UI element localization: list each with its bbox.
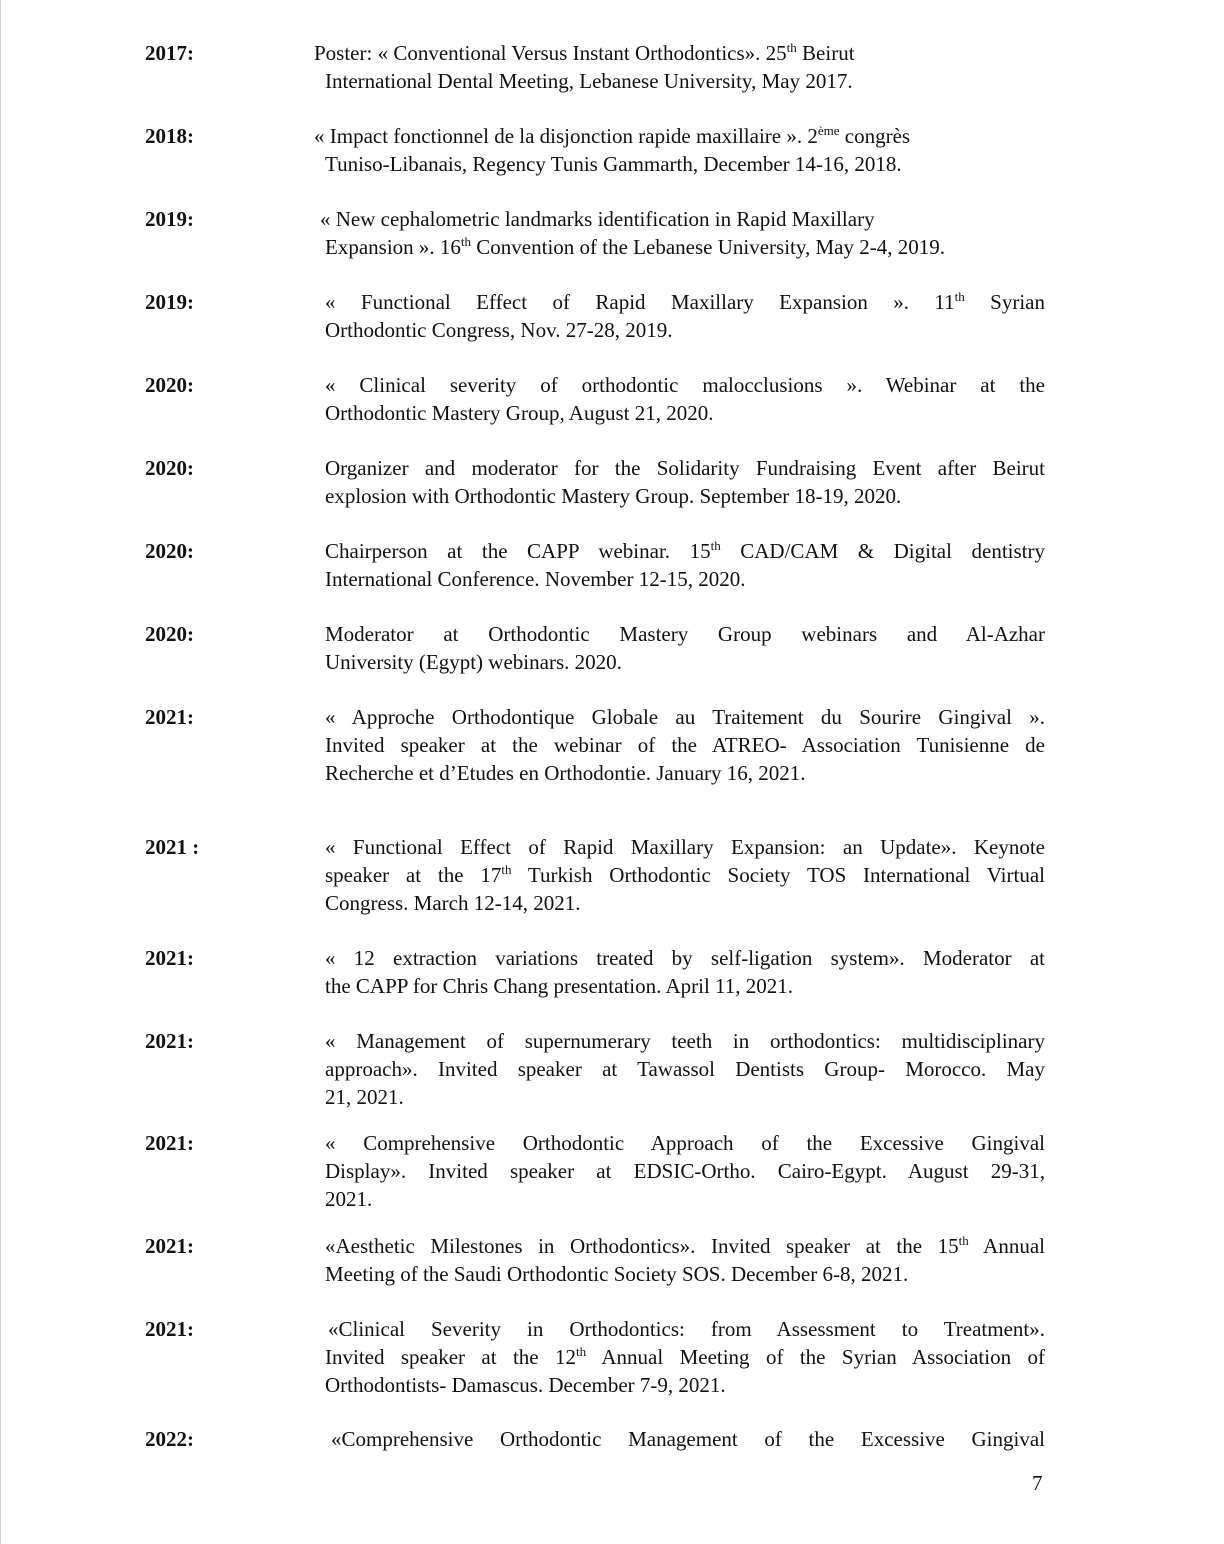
ordinal-superscript: th: [958, 1233, 969, 1248]
entry-line-text-continued: congrès: [839, 124, 911, 148]
entry-year: 2021:: [145, 1131, 194, 1155]
entry-line: [325, 1055, 1045, 1083]
entry-line-text: «Comprehensive Orthodontic Management of the Excessive Gingival: [331, 1427, 1045, 1451]
entry-line-text-continued: Annual Meeting of the Syrian Association of: [586, 1345, 1045, 1369]
entry-line-text: «Clinical Severity in Orthodontics: from Assessment to Treatment».: [328, 1317, 1045, 1341]
entry-description: [325, 703, 1045, 787]
entry-line-text: International Conference. November 12-15, 2020.: [325, 567, 746, 591]
entry-line: [325, 1083, 1045, 1111]
entry-line: [325, 972, 1045, 1000]
entry-line-text: Orthodontic Mastery Group, August 21, 2020.: [325, 401, 714, 425]
entry-line-text: Meeting of the Saudi Orthodontic Society SOS. December 6-8, 2021.: [325, 1262, 909, 1286]
entry-line-text: Invited speaker at the 12: [325, 1345, 576, 1369]
entry-line-text: Organizer and moderator for the Solidarity Fundraising Event after Beirut: [325, 456, 1045, 480]
entry-line-text: « Management of supernumerary teeth in orthodontics: multidisciplinary: [325, 1029, 1045, 1053]
entry-line-text: Expansion ». 16: [325, 235, 461, 259]
entry-description: [325, 1027, 1045, 1111]
entry-line-text: « New cephalometric landmarks identification in Rapid Maxillary: [320, 207, 875, 231]
entry-year: 2020:: [145, 539, 194, 563]
entry-description: [325, 288, 1045, 344]
entry-line-text: Congress. March 12-14, 2021.: [325, 891, 581, 915]
entry-line-text: International Dental Meeting, Lebanese University, May 2017.: [325, 69, 853, 93]
entry-line: [325, 537, 1045, 565]
entry-line: [325, 620, 1045, 648]
entry-line-text: « Functional Effect of Rapid Maxillary Expansion ». 11: [325, 290, 955, 314]
entry-line: [325, 944, 1045, 972]
entry-line: [325, 1232, 1045, 1260]
entry-description: [320, 205, 1045, 261]
entry-line-text: Tuniso-Libanais, Regency Tunis Gammarth, December 14-16, 2018.: [325, 152, 902, 176]
entry-year: 2020:: [145, 622, 194, 646]
entry-line-text: approach». Invited speaker at Tawassol Dentists Group- Morocco. May: [325, 1057, 1045, 1081]
ordinal-superscript: th: [501, 862, 512, 877]
entry-line-text: University (Egypt) webinars. 2020.: [325, 650, 622, 674]
entry-line: [325, 731, 1045, 759]
ordinal-superscript: th: [460, 234, 472, 249]
entry-line-text-continued: Syrian: [964, 290, 1045, 314]
entry-line-text: explosion with Orthodontic Mastery Group. September 18-19, 2020.: [325, 484, 902, 508]
entry-line: [325, 399, 1045, 427]
entry-line: [325, 150, 1045, 178]
entry-line: [320, 205, 1045, 233]
entry-line-text-continued: Convention of the Lebanese University, May 2-4, 2019.: [471, 235, 945, 259]
entry-line-text: « Clinical severity of orthodontic malocclusions ». Webinar at the: [325, 373, 1045, 397]
entry-line: [328, 1315, 1045, 1343]
entry-line-text-continued: Beirut: [796, 41, 855, 65]
entry-year: 2022:: [145, 1427, 194, 1451]
entry-line: [325, 565, 1045, 593]
entry-description: [325, 833, 1045, 917]
entry-description: [325, 537, 1045, 593]
entry-line: [325, 1371, 1045, 1399]
entry-line-text: 21, 2021.: [325, 1085, 404, 1109]
entry-line: [325, 1185, 1045, 1213]
entry-line-text: Chairperson at the CAPP webinar. 15: [325, 539, 711, 563]
entry-description: [314, 122, 1045, 178]
entry-line-text: Invited speaker at the webinar of the ATREO- Association Tunisienne de: [325, 733, 1045, 757]
entry-line: [325, 316, 1045, 344]
entry-line: [325, 889, 1045, 917]
entry-line: [314, 39, 1045, 67]
entry-line: [325, 371, 1045, 399]
entry-line-text-continued: CAD/CAM & Digital dentistry: [720, 539, 1045, 563]
entry-line-text: speaker at the 17: [325, 863, 502, 887]
entry-year: 2020:: [145, 373, 194, 397]
entry-line-text: « Comprehensive Orthodontic Approach of the Excessive Gingival: [325, 1131, 1045, 1155]
entry-year: 2021:: [145, 1317, 194, 1341]
entry-line: [314, 122, 1045, 150]
entry-line: [325, 454, 1045, 482]
entry-description: [325, 454, 1045, 510]
entry-line: [325, 1343, 1045, 1371]
entry-line-text: «Aesthetic Milestones in Orthodontics». Invited speaker at the 15: [325, 1234, 959, 1258]
entry-line: [325, 67, 1045, 95]
entry-line: [325, 759, 1045, 787]
entry-description: [325, 371, 1045, 427]
entry-description: [325, 1129, 1045, 1213]
entry-line: [325, 1260, 1045, 1288]
entry-year: 2018:: [145, 124, 194, 148]
entry-line-text: Display». Invited speaker at EDSIC-Ortho. Cairo-Egypt. August 29-31,: [325, 1159, 1045, 1183]
entry-line: [325, 1027, 1045, 1055]
entry-line: [325, 861, 1045, 889]
entry-description: [325, 1232, 1045, 1288]
entry-line-text: Recherche et d’Etudes en Orthodontie. January 16, 2021.: [325, 761, 806, 785]
entry-line: [325, 1129, 1045, 1157]
entry-line-text: Orthodontists- Damascus. December 7-9, 2021.: [325, 1373, 726, 1397]
entry-line: [325, 1157, 1045, 1185]
entry-line-text: « Functional Effect of Rapid Maxillary Expansion: an Update». Keynote: [325, 835, 1045, 859]
entry-description: [325, 1315, 1045, 1399]
entry-line-text: Moderator at Orthodontic Mastery Group webinars and Al-Azhar: [325, 622, 1045, 646]
entry-year: 2020:: [145, 456, 194, 480]
entry-year: 2019:: [145, 290, 194, 314]
ordinal-superscript: ème: [817, 123, 840, 138]
entry-line: [325, 288, 1045, 316]
entry-year: 2021 :: [145, 835, 200, 859]
entry-year: 2019:: [145, 207, 194, 231]
entry-line: [331, 1425, 1045, 1453]
entry-line: [325, 833, 1045, 861]
entry-line-text: Orthodontic Congress, Nov. 27-28, 2019.: [325, 318, 673, 342]
entry-line-text: « Approche Orthodontique Globale au Traitement du Sourire Gingival ».: [325, 705, 1045, 729]
ordinal-superscript: th: [954, 289, 965, 304]
ordinal-superscript: th: [576, 1344, 587, 1359]
entry-year: 2017:: [145, 41, 194, 65]
ordinal-superscript: th: [710, 538, 721, 553]
entry-description: [325, 620, 1045, 676]
entry-line-text-continued: Annual: [968, 1234, 1045, 1258]
entry-year: 2021:: [145, 1029, 194, 1053]
ordinal-superscript: th: [786, 40, 797, 55]
entry-description: [325, 944, 1045, 1000]
entry-line-text: the CAPP for Chris Chang presentation. April 11, 2021.: [325, 974, 793, 998]
entry-description: [325, 1425, 1045, 1453]
entry-line: [325, 648, 1045, 676]
page-number: 7: [1032, 1471, 1043, 1495]
entry-line: [325, 703, 1045, 731]
entry-line-text: 2021.: [325, 1187, 373, 1211]
entry-line-text-continued: Turkish Orthodontic Society TOS International Virtual: [511, 863, 1045, 887]
entry-description: [314, 39, 1045, 95]
entry-year: 2021:: [145, 705, 194, 729]
entry-year: 2021:: [145, 1234, 194, 1258]
entry-line-text: « 12 extraction variations treated by self-ligation system». Moderator at: [325, 946, 1045, 970]
entry-line: [325, 482, 1045, 510]
entry-year: 2021:: [145, 946, 194, 970]
entry-line: [325, 233, 1045, 261]
entry-line-text: Poster: « Conventional Versus Instant Orthodontics». 25: [314, 41, 787, 65]
entry-line-text: « Impact fonctionnel de la disjonction rapide maxillaire ». 2: [314, 124, 818, 148]
page-edge: [0, 0, 1, 1544]
